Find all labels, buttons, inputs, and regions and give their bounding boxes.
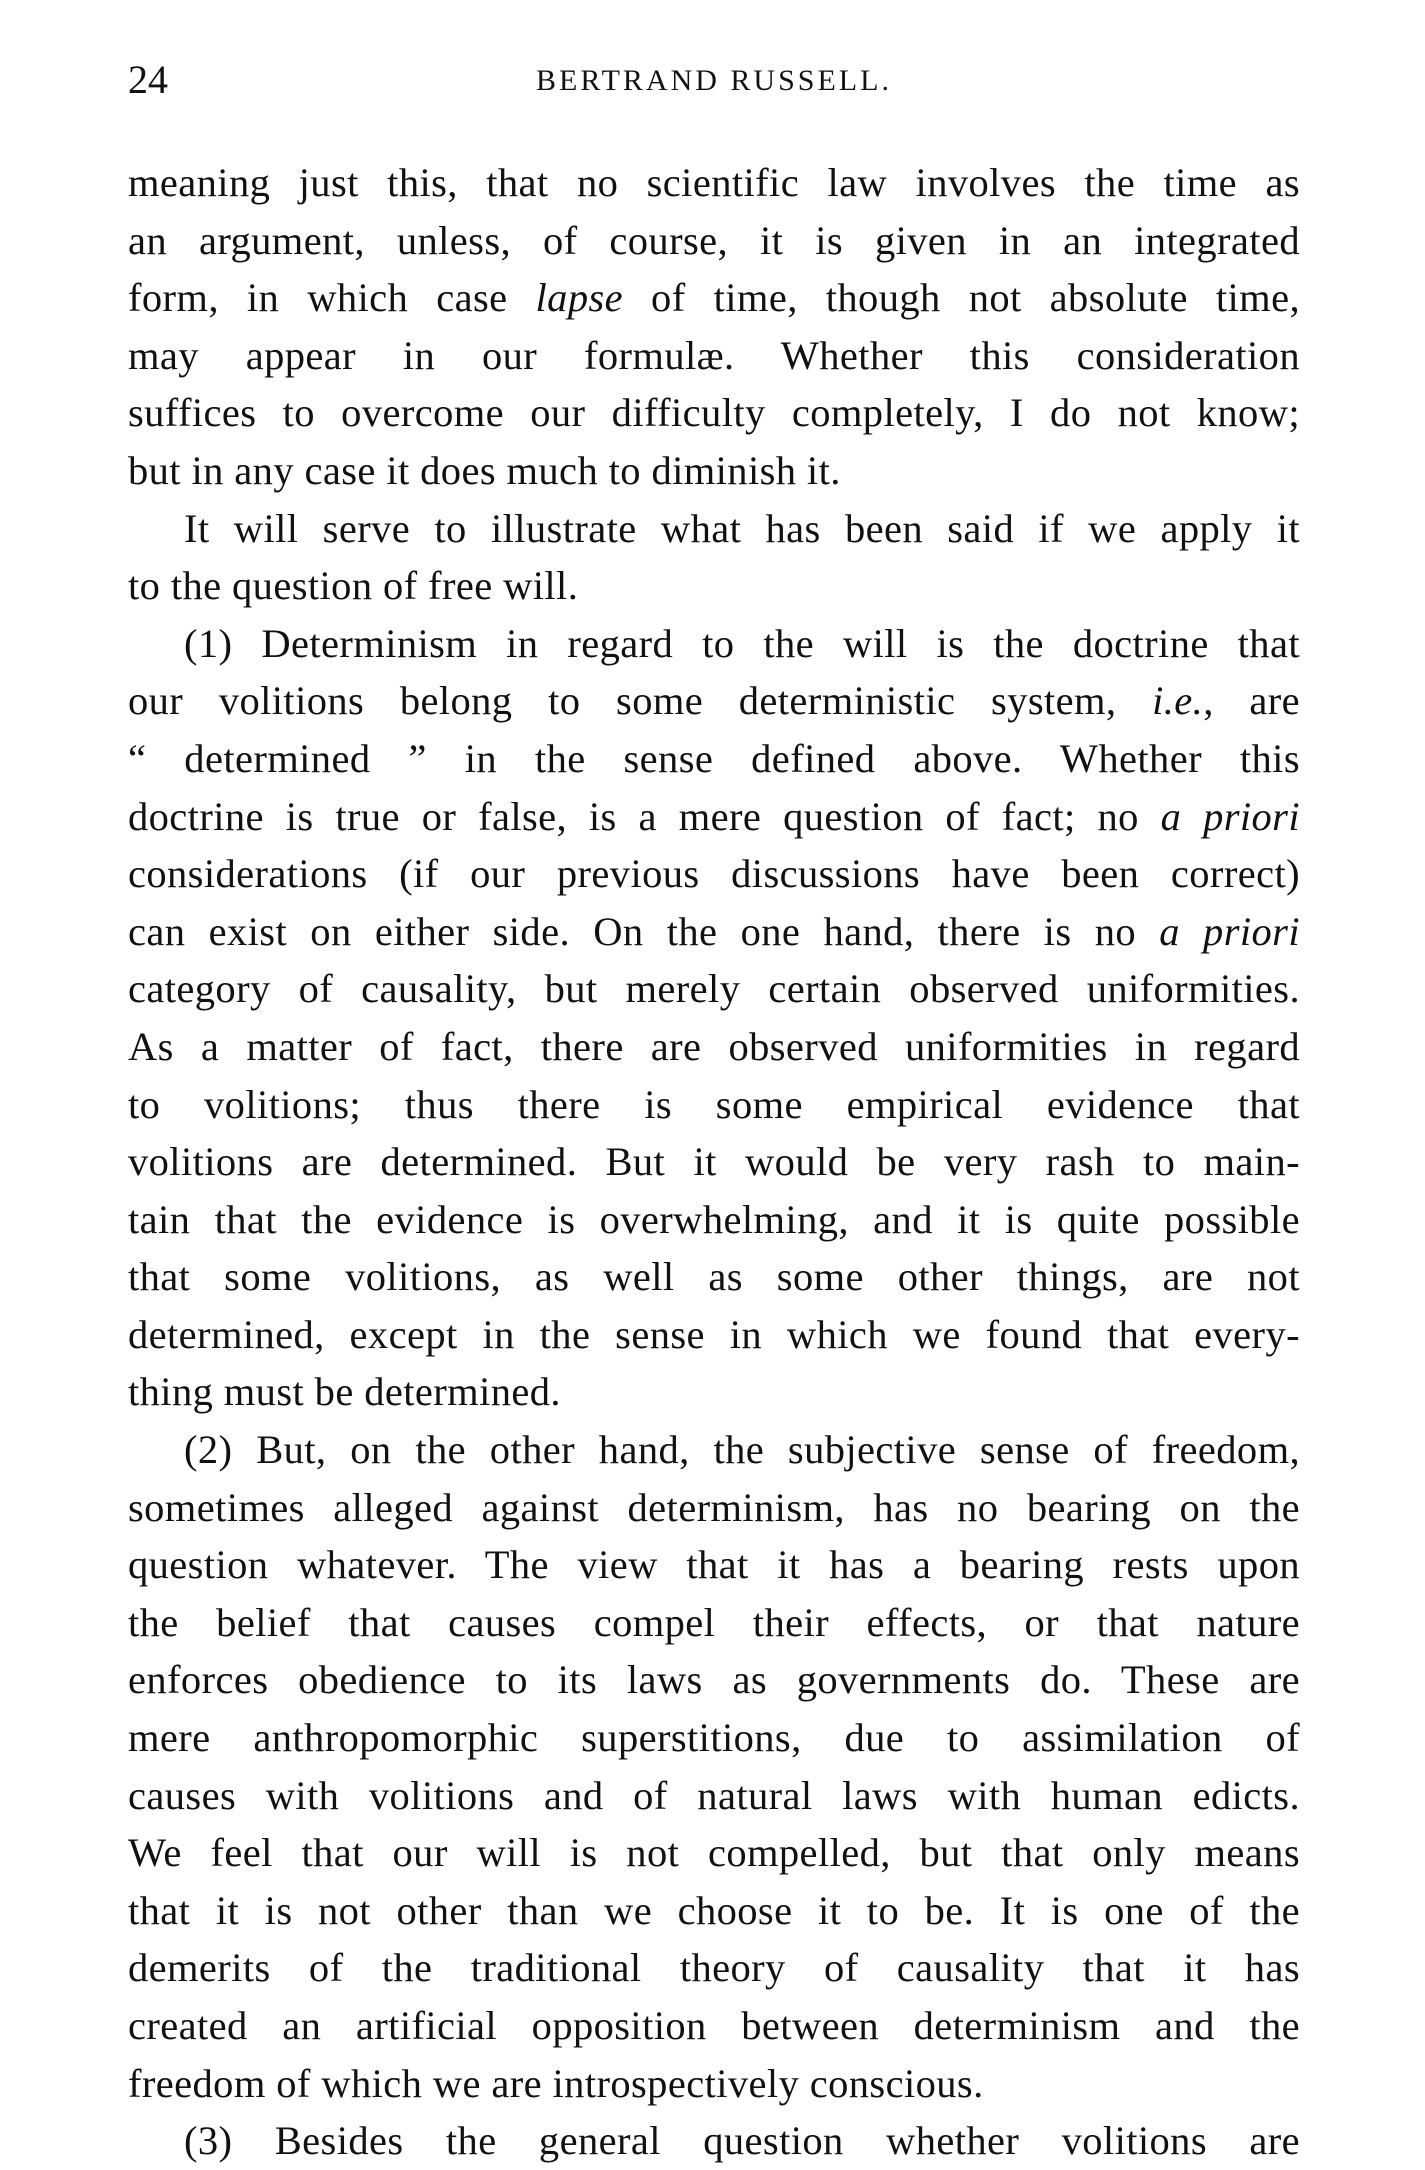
text-line: can exist on either side. On the one hand, there is no a priori — [128, 908, 1300, 954]
text-line: but in any case it does much to diminish it. — [128, 447, 841, 493]
text-line: We feel that our will is not compelled, but that only means — [128, 1830, 1300, 1876]
text-line: demerits of the traditional theory of causality that it has — [128, 1945, 1300, 1991]
paragraph-3 — [128, 615, 1300, 1421]
text-line: that some volitions, as well as some other things, are not — [128, 1254, 1300, 1300]
text-line: As a matter of fact, there are observed uniformities in regard — [128, 1023, 1300, 1069]
text-line: question whatever. The view that it has a bearing rests upon — [128, 1542, 1300, 1588]
text-line: sometimes alleged against determinism, has no bearing on the — [128, 1484, 1300, 1530]
text-line: suffices to overcome our difficulty completely, I do not know; — [128, 390, 1300, 436]
text-line: that it is not other than we choose it to be. It is one of the — [128, 1887, 1300, 1933]
text-line: category of causality, but merely certain observed uniformities. — [128, 966, 1300, 1012]
text-line: form, in which case lapse of time, though not absolute time, — [128, 275, 1300, 321]
text-line: created an artificial opposition between determinism and the — [128, 2003, 1300, 2048]
paragraph-4 — [128, 1421, 1300, 2112]
text-line: freedom of which we are introspectively conscious. — [128, 2060, 984, 2106]
text-line: determined, except in the sense in which we found that every- — [128, 1311, 1300, 1357]
text-line: causes with volitions and of natural laws with human edicts. — [128, 1772, 1300, 1818]
page-header — [128, 56, 1300, 116]
paragraph-5 — [128, 2112, 1300, 2170]
text-line: to the question of free will. — [128, 563, 579, 609]
text-line: volitions are determined. But it would be very rash to main- — [128, 1139, 1300, 1185]
text-line: thing must be determined. — [128, 1369, 561, 1415]
text-line: enforces obedience to its laws as governments do. These are — [128, 1657, 1300, 1703]
text-line: (1) Determinism in regard to the will is the doctrine that — [184, 620, 1300, 666]
text-line: our volitions belong to some deterministic system, i.e., are — [128, 678, 1300, 724]
text-line: tain that the evidence is overwhelming, and it is quite possible — [128, 1196, 1300, 1242]
text-line: (2) But, on the other hand, the subjective sense of freedom, — [184, 1427, 1300, 1473]
running-head: BERTRAND RUSSELL. — [536, 64, 892, 97]
text-line: mere anthropomorphic superstitions, due to assimilation of — [128, 1715, 1300, 1761]
paragraph-2 — [128, 500, 1300, 615]
text-line: the belief that causes compel their effects, or that nature — [128, 1599, 1300, 1645]
text-line: to volitions; thus there is some empirical evidence that — [128, 1081, 1300, 1127]
body-text — [128, 154, 1300, 2170]
text-line: doctrine is true or false, is a mere question of fact; no a priori — [128, 793, 1300, 839]
text-line: (3) Besides the general question whether volitions are — [184, 2118, 1300, 2164]
text-line: meaning just this, that no scientific law involves the time as — [128, 160, 1300, 205]
page-number: 24 — [128, 57, 168, 102]
paragraph-1 — [128, 154, 1300, 500]
text-line: It will serve to illustrate what has been said if we apply it — [184, 505, 1300, 551]
text-line: may appear in our formulæ. Whether this consideration — [128, 332, 1300, 378]
text-line: considerations (if our previous discussions have been correct) — [128, 851, 1300, 897]
text-line: “ determined ” in the sense defined above. Whether this — [128, 735, 1300, 781]
text-line: an argument, unless, of course, it is given in an integrated — [128, 217, 1300, 263]
